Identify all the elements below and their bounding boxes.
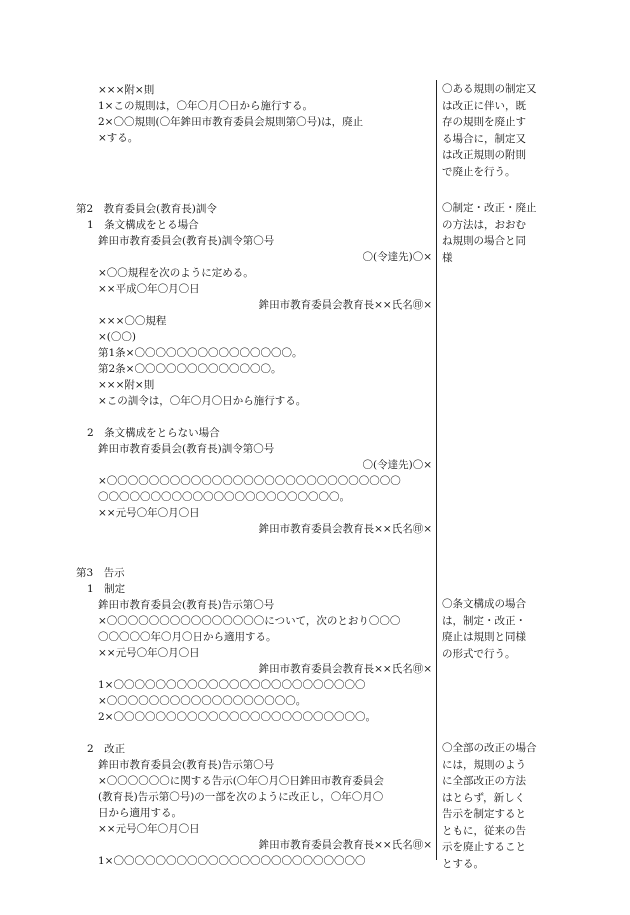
doc-line: 〇〇〇〇〇〇〇〇〇〇〇〇〇〇〇〇〇〇〇〇〇〇〇。: [98, 491, 350, 503]
doc-line-signature: 鉾田市教育委員会教育長××氏名㊞×: [258, 839, 432, 851]
doc-line-date: ××元号〇年〇月〇日: [98, 647, 200, 659]
doc-line: 鉾田市教育委員会(教育長)訓令第〇号: [98, 235, 275, 247]
doc-line-date: ××平成〇年〇月〇日: [98, 283, 200, 295]
column-divider: [436, 80, 437, 860]
note-full-revision: 〇全部の改正の場合 には，規則のよう に全部改正の方法 はとらず，新しく 告示を制定すると ともに，従来の告 示を廃止すること とする。: [442, 742, 537, 870]
doc-line: ×〇〇〇〇〇〇〇〇〇〇〇〇〇〇〇について，次のとおり〇〇〇: [98, 615, 401, 627]
section-2-1-heading: 1 条文構成をとる場合: [87, 219, 199, 231]
doc-line: ×××附×則: [98, 379, 155, 391]
doc-line: 鉾田市教育委員会(教育長)訓令第〇号: [98, 443, 275, 455]
rule-line: 1×この規則は，〇年〇月〇日から施行する。: [98, 100, 313, 112]
doc-line-signature: 鉾田市教育委員会教育長××氏名㊞×: [258, 299, 432, 311]
doc-line: (教育長)告示第〇号)の一部を次のように改正し，〇年〇月〇: [98, 791, 384, 803]
rule-supplement-heading: ×××附×則: [98, 84, 155, 96]
doc-line: 1×〇〇〇〇〇〇〇〇〇〇〇〇〇〇〇〇〇〇〇〇〇〇〇〇: [98, 679, 366, 691]
doc-line: ×〇〇〇〇〇〇に関する告示(〇年〇月〇日鉾田市教育委員会: [98, 775, 384, 787]
doc-line: ×〇〇〇〇〇〇〇〇〇〇〇〇〇〇〇〇〇〇〇〇〇〇〇〇〇〇〇〇: [98, 475, 401, 487]
note-notice-structure: 〇条文構成の場合 は，制定・改正・ 廃止は規則と同様 の形式で行う。: [442, 598, 526, 660]
rule-line: 2×〇〇規則(〇年鉾田市教育委員会規則第〇号)は，廃止: [98, 116, 364, 128]
doc-line: ×〇〇〇〇〇〇〇〇〇〇〇〇〇〇〇〇〇〇。: [98, 695, 307, 707]
rule-line: ×する。: [98, 132, 139, 144]
section-3-1-heading: 1 制定: [87, 583, 126, 595]
doc-line: ×〇〇規程を次のように定める。: [98, 267, 254, 279]
doc-line-addressee: 〇(令達先)〇×: [362, 459, 432, 471]
doc-line: ×(〇〇): [98, 331, 136, 343]
section-3-2-heading: 2 改正: [87, 743, 126, 755]
doc-line: 〇〇〇〇〇年〇月〇日から適用する。: [98, 631, 277, 643]
doc-line-signature: 鉾田市教育委員会教育長××氏名㊞×: [258, 663, 432, 675]
doc-line: 第1条×〇〇〇〇〇〇〇〇〇〇〇〇〇〇〇。: [98, 347, 303, 359]
doc-line: ×××〇〇規程: [98, 315, 167, 327]
doc-line-date: ××元号〇年〇月〇日: [98, 823, 200, 835]
note-instruction-method: 〇制定・改正・廃止 の方法は，おおむ ね規則の場合と同 様: [442, 202, 537, 264]
doc-line-date: ××元号〇年〇月〇日: [98, 507, 200, 519]
doc-line: 鉾田市教育委員会(教育長)告示第〇号: [98, 759, 275, 771]
doc-line: 1×〇〇〇〇〇〇〇〇〇〇〇〇〇〇〇〇〇〇〇〇〇〇〇〇: [98, 855, 366, 867]
section-3-heading: 第3 告示: [76, 567, 125, 579]
section-2-heading: 第2 教育委員会(教育長)訓令: [76, 203, 217, 215]
doc-line-addressee: 〇(令達先)〇×: [362, 251, 432, 263]
doc-line: 鉾田市教育委員会(教育長)告示第〇号: [98, 599, 275, 611]
doc-line-signature: 鉾田市教育委員会教育長××氏名㊞×: [258, 523, 432, 535]
doc-line: 2×〇〇〇〇〇〇〇〇〇〇〇〇〇〇〇〇〇〇〇〇〇〇〇〇。: [98, 711, 376, 723]
doc-line: ×この訓令は，〇年〇月〇日から施行する。: [98, 395, 307, 407]
section-2-2-heading: 2 条文構成をとらない場合: [87, 427, 220, 439]
doc-line: 日から適用する。: [98, 807, 182, 819]
note-rule-abolition: 〇ある規則の制定又 は改正に伴い，既 存の規則を廃止す る場合に，制定又 は改正規則の附則 で廃止を行う。: [442, 83, 537, 178]
doc-line: 第2条×〇〇〇〇〇〇〇〇〇〇〇〇〇。: [98, 363, 282, 375]
